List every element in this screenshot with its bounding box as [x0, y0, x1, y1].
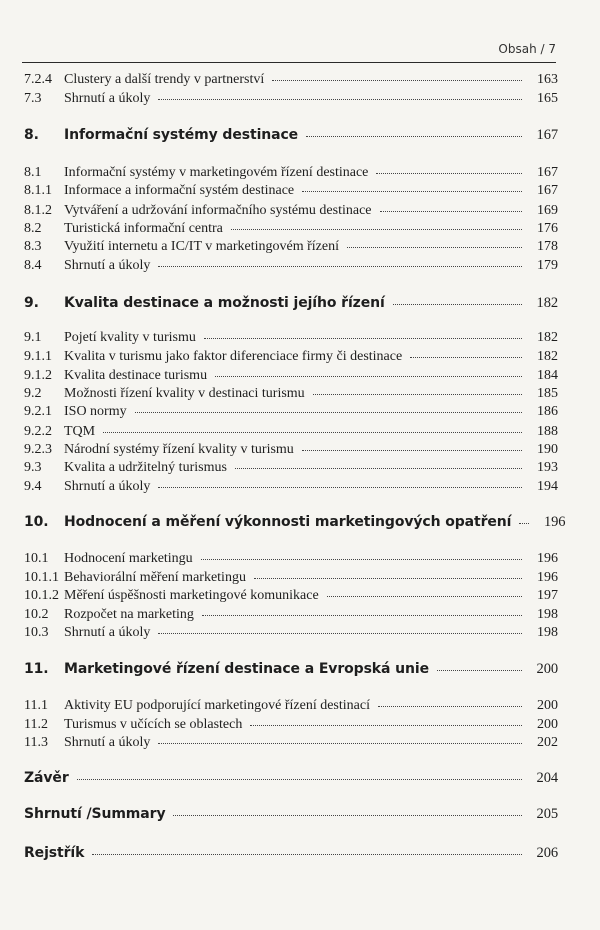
toc-title: Clustery a další trendy v partnerství: [64, 72, 265, 87]
toc-page-number: 200: [537, 717, 558, 732]
toc-title: Závěr: [24, 770, 69, 786]
toc-page-number: 202: [537, 735, 558, 750]
toc-page-number: 196: [537, 570, 558, 585]
toc-entry-row: [24, 165, 558, 181]
toc-entry-row: [24, 424, 558, 440]
toc-title: Informace a informační systém destinace: [64, 183, 295, 198]
toc-section-number: 9.2.1: [24, 404, 52, 419]
dot-leader: [158, 266, 522, 267]
toc-page-number: 196: [537, 551, 558, 566]
toc-page-number: 163: [537, 72, 558, 87]
toc-page-number: 197: [537, 588, 558, 603]
toc-entry-row: [24, 735, 558, 751]
dot-leader: [92, 854, 522, 855]
toc-page-number: 182: [536, 295, 558, 311]
toc-section-number: 7.3: [24, 91, 42, 106]
toc-section-number: 8.2: [24, 221, 42, 236]
toc-entry-row: [24, 239, 558, 255]
toc-section-number: 11.: [24, 661, 49, 677]
dot-leader: [250, 725, 522, 726]
toc-entry-row: [24, 386, 558, 402]
dot-leader: [215, 376, 522, 377]
toc-section-number: 8.: [24, 127, 39, 143]
toc-page-number: 196: [543, 514, 566, 530]
toc-entry-row: [24, 72, 558, 88]
toc-page-number: 165: [537, 91, 558, 106]
toc-section-number: 8.1: [24, 165, 42, 180]
toc-page-number: 178: [537, 239, 558, 254]
toc-title: Behaviorální měření marketingu: [64, 570, 246, 585]
toc-section-number: 8.1.1: [24, 183, 52, 198]
toc-section-number: 10.3: [24, 625, 49, 640]
toc-title: Kvalita v turismu jako faktor diferenciace firmy či destinace: [64, 349, 403, 364]
toc-entry-row: [24, 717, 558, 733]
dot-leader: [231, 229, 522, 230]
toc-page-number: 167: [536, 127, 558, 143]
dot-leader: [378, 706, 522, 707]
dot-leader: [201, 559, 522, 560]
dot-leader: [272, 80, 522, 81]
dot-leader: [519, 523, 529, 524]
toc-section-number: 9.2: [24, 386, 42, 401]
dot-leader: [306, 136, 522, 137]
dot-leader: [158, 487, 522, 488]
toc-page-number: 200: [536, 661, 558, 677]
toc-page-number: 167: [537, 183, 558, 198]
toc-page-number: 198: [537, 625, 558, 640]
toc-section-number: 9.2.2: [24, 424, 52, 439]
dot-leader: [235, 468, 522, 469]
toc-title: Turismus v učících se oblastech: [64, 717, 243, 732]
toc-entry-row: [24, 203, 558, 219]
header-text: Obsah / 7: [498, 42, 556, 56]
toc-page-number: 204: [536, 770, 558, 786]
toc-title: Rozpočet na marketing: [64, 607, 194, 622]
toc-page-number: 198: [537, 607, 558, 622]
dot-leader: [158, 99, 522, 100]
dot-leader: [202, 615, 522, 616]
toc-chapter-row: [24, 514, 566, 531]
toc-chapter-row: [24, 770, 558, 787]
toc-section-number: 9.3: [24, 460, 42, 475]
toc-section-number: 10.1.1: [24, 570, 59, 585]
toc-page-number: 182: [537, 330, 558, 345]
dot-leader: [135, 412, 522, 413]
toc-entry-row: [24, 698, 558, 714]
toc-entry-row: [24, 258, 558, 274]
toc-entry-row: [24, 183, 558, 199]
toc-entry-row: [24, 349, 558, 365]
toc-page-number: 206: [536, 845, 558, 861]
dot-leader: [173, 815, 522, 816]
dot-leader: [254, 578, 522, 579]
toc-section-number: 8.1.2: [24, 203, 52, 218]
toc-title: Shrnutí a úkoly: [64, 258, 151, 273]
toc-title: Kvalita destinace a možnosti jejího řízení: [64, 295, 385, 311]
toc-title: Informační systémy destinace: [64, 127, 299, 143]
toc-entry-row: [24, 625, 558, 641]
toc-title: Shrnutí /Summary: [24, 806, 166, 822]
toc-entry-row: [24, 442, 558, 458]
toc-section-number: 9.: [24, 295, 39, 311]
toc-entry-row: [24, 221, 558, 237]
toc-title: Marketingové řízení destinace a Evropská unie: [64, 661, 429, 677]
toc-entry-row: [24, 551, 558, 567]
toc-entry-row: [24, 404, 558, 420]
toc-page-number: 169: [537, 203, 558, 218]
dot-leader: [204, 338, 522, 339]
toc-title: Aktivity EU podporující marketingové řízení destinací: [64, 698, 370, 713]
toc-section-number: 9.1: [24, 330, 42, 345]
toc-title: Shrnutí a úkoly: [64, 735, 151, 750]
toc-page-number: 182: [537, 349, 558, 364]
toc-section-number: 10.1: [24, 551, 49, 566]
toc-section-number: 9.2.3: [24, 442, 52, 457]
toc-entry-row: [24, 479, 558, 495]
dot-leader: [393, 304, 522, 305]
toc-page-number: 205: [536, 806, 558, 822]
toc-entry-row: [24, 368, 558, 384]
toc-page-number: 193: [537, 460, 558, 475]
toc-title: Možnosti řízení kvality v destinaci turismu: [64, 386, 305, 401]
dot-leader: [103, 432, 522, 433]
toc-title: Pojetí kvality v turismu: [64, 330, 196, 345]
toc-page-number: 186: [537, 404, 558, 419]
toc-section-number: 11.2: [24, 717, 48, 732]
toc-title: Turistická informační centra: [64, 221, 223, 236]
toc-section-number: 10.2: [24, 607, 49, 622]
toc-section-number: 8.3: [24, 239, 42, 254]
toc-section-number: 7.2.4: [24, 72, 52, 87]
toc-page-number: 185: [537, 386, 558, 401]
dot-leader: [327, 596, 522, 597]
toc-entry-row: [24, 460, 558, 476]
toc-section-number: 11.3: [24, 735, 48, 750]
toc-chapter-row: [24, 806, 558, 823]
dot-leader: [302, 191, 522, 192]
toc-title: Hodnocení marketingu: [64, 551, 193, 566]
toc-section-number: 9.1.1: [24, 349, 52, 364]
toc-section-number: 8.4: [24, 258, 42, 273]
toc-page-number: 190: [537, 442, 558, 457]
toc-title: ISO normy: [64, 404, 127, 419]
toc-entry-row: [24, 570, 558, 586]
dot-leader: [347, 247, 522, 248]
toc-chapter-row: [24, 295, 558, 312]
dot-leader: [380, 211, 522, 212]
dot-leader: [376, 173, 522, 174]
toc-page-number: 179: [537, 258, 558, 273]
dot-leader: [302, 450, 522, 451]
toc-title: Kvalita destinace turismu: [64, 368, 208, 383]
dot-leader: [313, 394, 522, 395]
toc-section-number: 9.1.2: [24, 368, 52, 383]
toc-entry-row: [24, 588, 558, 604]
dot-leader: [437, 670, 522, 671]
toc-section-number: 11.1: [24, 698, 48, 713]
toc-title: TQM: [64, 424, 96, 439]
toc-page-number: 200: [537, 698, 558, 713]
dot-leader: [77, 779, 522, 780]
toc-page-number: 176: [537, 221, 558, 236]
toc-title: Shrnutí a úkoly: [64, 91, 151, 106]
toc-page-number: 194: [537, 479, 558, 494]
toc-page-number: 184: [537, 368, 558, 383]
toc-section-number: 9.4: [24, 479, 42, 494]
dot-leader: [158, 633, 522, 634]
toc-entry-row: [24, 607, 558, 623]
toc-title: Národní systémy řízení kvality v turismu: [64, 442, 294, 457]
toc-entry-row: [24, 330, 558, 346]
toc-chapter-row: [24, 845, 558, 862]
toc-title: Využití internetu a IC/IT v marketingovém řízení: [64, 239, 339, 254]
toc-entry-row: [24, 91, 558, 107]
toc-title: Rejstřík: [24, 845, 85, 861]
toc-page-number: 167: [537, 165, 558, 180]
toc-title: Měření úspěšnosti marketingové komunikace: [64, 588, 319, 603]
toc-page-number: 188: [537, 424, 558, 439]
toc-title: Kvalita a udržitelný turismus: [64, 460, 227, 475]
dot-leader: [158, 743, 522, 744]
toc-chapter-row: [24, 127, 558, 144]
toc-title: Shrnutí a úkoly: [64, 479, 151, 494]
running-header: [22, 40, 556, 63]
dot-leader: [410, 357, 522, 358]
toc-title: Hodnocení a měření výkonnosti marketingových opatření: [64, 514, 512, 530]
toc-section-number: 10.: [24, 514, 49, 530]
toc-title: Informační systémy v marketingovém řízení destinace: [64, 165, 369, 180]
toc-title: Vytváření a udržování informačního systému destinace: [64, 203, 372, 218]
toc-title: Shrnutí a úkoly: [64, 625, 151, 640]
toc-chapter-row: [24, 661, 558, 678]
toc-section-number: 10.1.2: [24, 588, 59, 603]
